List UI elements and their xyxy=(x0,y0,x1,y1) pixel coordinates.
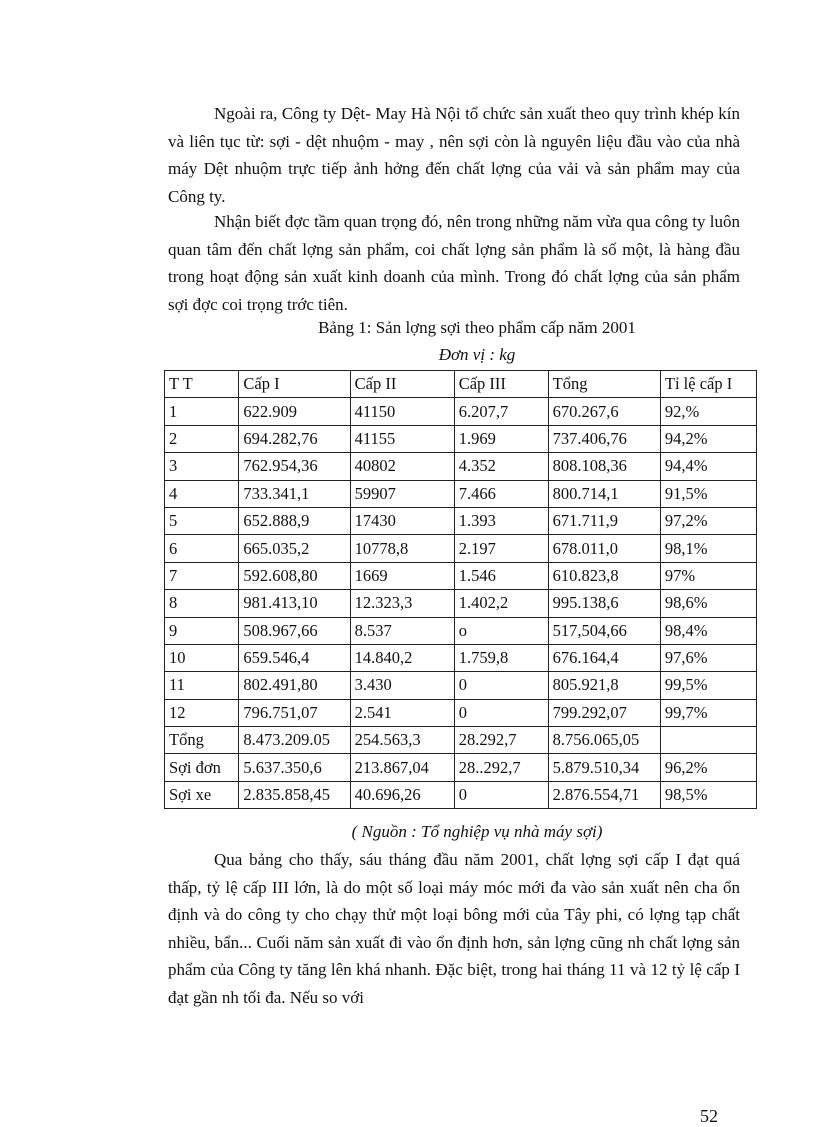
cell-tt: 3 xyxy=(165,453,239,480)
header-grade-2: Cấp II xyxy=(350,371,454,398)
cell-grade-1: 652.888,9 xyxy=(239,507,350,534)
cell-total: 737.406,76 xyxy=(548,425,660,452)
cell-total: 808.108,36 xyxy=(548,453,660,480)
cell-grade-2: 3.430 xyxy=(350,672,454,699)
cell-ratio: 96,2% xyxy=(660,754,756,781)
cell-grade-3: o xyxy=(454,617,548,644)
cell-grade-3: 1.759,8 xyxy=(454,644,548,671)
cell-grade-3: 1.546 xyxy=(454,562,548,589)
cell-grade-2: 40.696,26 xyxy=(350,781,454,808)
cell-tt: Sợi đơn xyxy=(165,754,239,781)
paragraph-intro: Ngoài ra, Công ty Dệt- May Hà Nội tổ chức sản xuất theo quy trình khép kín và liên tục từ: sợi - dệt nhuộm - may , nên sợi còn là nguyên liệu đầu vào của nhà máy Dệt nhuộm trực tiếp ảnh hởng đến chất lợng của vải và sản phẩm may của Công ty. xyxy=(168,104,740,206)
cell-ratio: 98,6% xyxy=(660,590,756,617)
cell-grade-1: 8.473.209.05 xyxy=(239,727,350,754)
cell-grade-3: 1.402,2 xyxy=(454,590,548,617)
cell-tt: 10 xyxy=(165,644,239,671)
cell-tt: 8 xyxy=(165,590,239,617)
cell-tt: 2 xyxy=(165,425,239,452)
cell-grade-3: 7.466 xyxy=(454,480,548,507)
table-row-twisted-yarn xyxy=(165,781,757,808)
cell-tt: 7 xyxy=(165,562,239,589)
cell-ratio xyxy=(660,727,756,754)
table-row xyxy=(165,672,757,699)
paragraph-analysis: Qua bảng cho thấy, sáu tháng đầu năm 2001, chất lợng sợi cấp I đạt quá thấp, tỷ lệ cấp III lớn, là do một số loại máy móc mới đa vào sản xuất nên cha ổn định và do công ty cho chạy thử một loại bông mới của Tây phi, có lợng tạp chất nhiều, bẩn... Cuối năm sản xuất đi vào ổn định hơn, sản lợng cũng nh chất lợng sản phẩm của Công ty tăng lên khá nhanh. Đặc biệt, trong hai tháng 11 và 12 tỷ lệ cấp I đạt gần nh tối đa. Nếu so với xyxy=(168,850,740,1007)
cell-grade-3: 28.292,7 xyxy=(454,727,548,754)
cell-grade-3: 0 xyxy=(454,672,548,699)
cell-grade-2: 254.563,3 xyxy=(350,727,454,754)
header-grade-3: Cấp III xyxy=(454,371,548,398)
cell-ratio: 99,5% xyxy=(660,672,756,699)
table-row xyxy=(165,398,757,425)
table-source: ( Nguồn : Tổ nghiệp vụ nhà máy sợi) xyxy=(351,822,603,841)
cell-tt: 1 xyxy=(165,398,239,425)
cell-total: 8.756.065,05 xyxy=(548,727,660,754)
cell-grade-1: 665.035,2 xyxy=(239,535,350,562)
table-row xyxy=(165,425,757,452)
header-grade-1: Cấp I xyxy=(239,371,350,398)
cell-ratio: 97,6% xyxy=(660,644,756,671)
table-title: Bảng 1: Sản lợng sợi theo phẩm cấp năm 2001 xyxy=(318,318,636,337)
cell-tt: Sợi xe xyxy=(165,781,239,808)
cell-grade-1: 2.835.858,45 xyxy=(239,781,350,808)
cell-grade-1: 622.909 xyxy=(239,398,350,425)
cell-grade-1: 694.282,76 xyxy=(239,425,350,452)
production-table xyxy=(164,370,757,809)
table-row xyxy=(165,535,757,562)
header-grade-1-ratio: Tỉ lệ cấp I xyxy=(660,371,756,398)
table-row xyxy=(165,617,757,644)
cell-ratio: 99,7% xyxy=(660,699,756,726)
cell-grade-2: 8.537 xyxy=(350,617,454,644)
cell-tt: 11 xyxy=(165,672,239,699)
cell-ratio: 92,% xyxy=(660,398,756,425)
table-row-single-yarn xyxy=(165,754,757,781)
table-row xyxy=(165,480,757,507)
cell-grade-2: 40802 xyxy=(350,453,454,480)
cell-ratio: 97,2% xyxy=(660,507,756,534)
cell-grade-3: 6.207,7 xyxy=(454,398,548,425)
header-tt: T T xyxy=(165,371,239,398)
cell-grade-2: 12.323,3 xyxy=(350,590,454,617)
cell-grade-3: 0 xyxy=(454,699,548,726)
cell-total: 805.921,8 xyxy=(548,672,660,699)
cell-grade-2: 14.840,2 xyxy=(350,644,454,671)
cell-grade-1: 592.608,80 xyxy=(239,562,350,589)
cell-total: 517,504,66 xyxy=(548,617,660,644)
cell-total: 2.876.554,71 xyxy=(548,781,660,808)
cell-grade-3: 4.352 xyxy=(454,453,548,480)
table-header-row xyxy=(165,371,757,398)
cell-total: 678.011,0 xyxy=(548,535,660,562)
table-row xyxy=(165,644,757,671)
cell-tt: 4 xyxy=(165,480,239,507)
cell-grade-1: 508.967,66 xyxy=(239,617,350,644)
cell-grade-1: 733.341,1 xyxy=(239,480,350,507)
cell-grade-2: 2.541 xyxy=(350,699,454,726)
table-row xyxy=(165,699,757,726)
cell-ratio: 91,5% xyxy=(660,480,756,507)
cell-ratio: 97% xyxy=(660,562,756,589)
table-row xyxy=(165,507,757,534)
cell-tt: 9 xyxy=(165,617,239,644)
table-row xyxy=(165,453,757,480)
cell-total: 799.292,07 xyxy=(548,699,660,726)
cell-total: 676.164,4 xyxy=(548,644,660,671)
paragraph-quality-importance: Nhận biết đợc tầm quan trọng đó, nên trong những năm vừa qua công ty luôn quan tâm đến chất lợng sản phẩm, coi chất lợng sản phẩm là số một, là hàng đầu trong hoạt động sản xuất kinh doanh của mình. Trong đó chất lợng của sản phẩm sợi đợc coi trọng trớc tiên. xyxy=(168,212,740,314)
cell-grade-3: 28..292,7 xyxy=(454,754,548,781)
cell-grade-3: 1.969 xyxy=(454,425,548,452)
cell-grade-2: 41155 xyxy=(350,425,454,452)
cell-grade-1: 802.491,80 xyxy=(239,672,350,699)
cell-ratio: 98,5% xyxy=(660,781,756,808)
cell-total: 671.711,9 xyxy=(548,507,660,534)
page-number: 52 xyxy=(700,1106,718,1126)
header-total: Tổng xyxy=(548,371,660,398)
cell-ratio: 98,4% xyxy=(660,617,756,644)
cell-grade-3: 2.197 xyxy=(454,535,548,562)
table-row xyxy=(165,562,757,589)
cell-tt: 5 xyxy=(165,507,239,534)
cell-grade-1: 5.637.350,6 xyxy=(239,754,350,781)
cell-grade-2: 41150 xyxy=(350,398,454,425)
cell-grade-2: 213.867,04 xyxy=(350,754,454,781)
cell-tt: Tổng xyxy=(165,727,239,754)
cell-total: 995.138,6 xyxy=(548,590,660,617)
cell-ratio: 94,4% xyxy=(660,453,756,480)
cell-grade-2: 59907 xyxy=(350,480,454,507)
cell-total: 800.714,1 xyxy=(548,480,660,507)
cell-grade-2: 1669 xyxy=(350,562,454,589)
table-row xyxy=(165,590,757,617)
cell-total: 670.267,6 xyxy=(548,398,660,425)
cell-ratio: 98,1% xyxy=(660,535,756,562)
cell-grade-1: 796.751,07 xyxy=(239,699,350,726)
cell-grade-2: 17430 xyxy=(350,507,454,534)
cell-total: 5.879.510,34 xyxy=(548,754,660,781)
cell-grade-3: 1.393 xyxy=(454,507,548,534)
table-unit: Đơn vị : kg xyxy=(438,345,516,364)
cell-tt: 12 xyxy=(165,699,239,726)
cell-ratio: 94,2% xyxy=(660,425,756,452)
cell-total: 610.823,8 xyxy=(548,562,660,589)
cell-tt: 6 xyxy=(165,535,239,562)
cell-grade-1: 659.546,4 xyxy=(239,644,350,671)
table-row-total xyxy=(165,727,757,754)
cell-grade-1: 762.954,36 xyxy=(239,453,350,480)
cell-grade-1: 981.413,10 xyxy=(239,590,350,617)
cell-grade-2: 10778,8 xyxy=(350,535,454,562)
cell-grade-3: 0 xyxy=(454,781,548,808)
